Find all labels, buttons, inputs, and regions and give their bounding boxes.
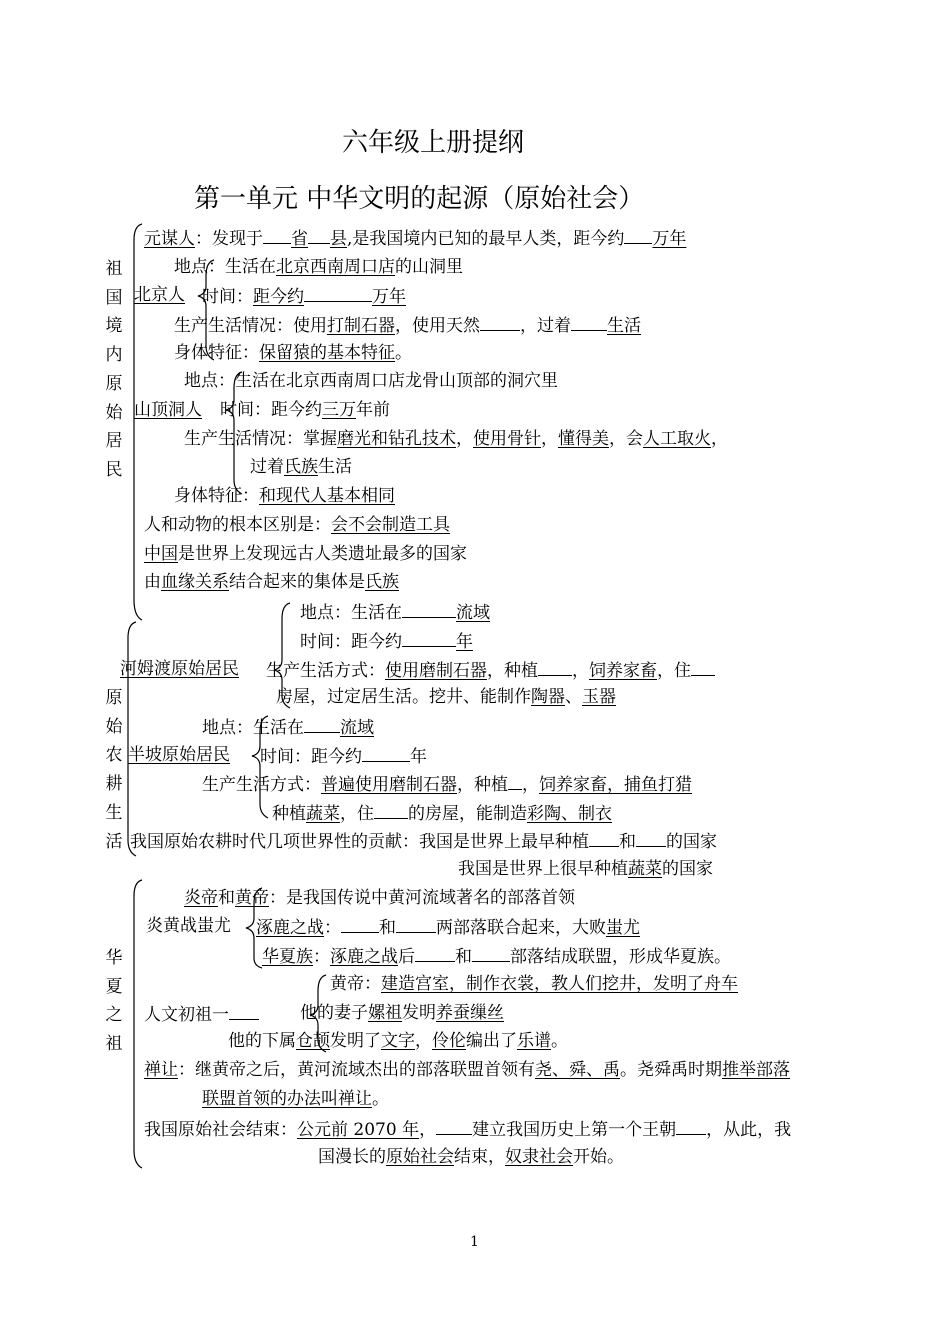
- yuanmou-line: 元谋人：发现于 省 县,是我国境内已知的最早人类，距今约 万年: [144, 229, 687, 249]
- side-label-section3: 华 夏 之 祖: [105, 948, 123, 1055]
- page-number: 1: [470, 1234, 479, 1250]
- side-label-section2: 原 始 农 耕 生 活: [105, 688, 123, 852]
- brace-section2: [128, 622, 136, 856]
- hemudu-name: 河姆渡原始居民: [120, 659, 239, 679]
- shandingdong-time-line: 时间：距今约三万年前: [220, 400, 390, 420]
- brace-section1: [134, 224, 142, 620]
- shanrang-line: 禅让：继黄帝之后，黄河流域杰出的部落联盟首领有尧、舜、禹。尧舜禹时期推举部落: [144, 1060, 790, 1080]
- huangdi-line: 黄帝：建造宫室，制作衣裳，教人们挖井，发明了舟车: [330, 974, 738, 994]
- banpo-name: 半坡原始居民: [128, 745, 230, 765]
- hemudu-time-line: 时间：距今约 年: [300, 632, 473, 652]
- beijing-body-line: 身体特征：保留猿的基本特征。: [174, 343, 412, 363]
- unit-title: 第一单元 中华文明的起源（原始社会）: [194, 184, 645, 214]
- side-label-section1: 祖 国 境 内 原 始 居 民: [105, 259, 123, 480]
- shandingdong-place-line: 地点：生活在北京西南周口店龙骨山顶部的洞穴里: [184, 371, 558, 391]
- clan-line: 由血缘关系结合起来的集体是氏族: [144, 572, 399, 592]
- hemudu-life-line2: 房屋，过定居生活。挖井、能制作陶器、玉器: [276, 687, 616, 707]
- banpo-place-line: 地点：生活在 流域: [202, 718, 374, 738]
- renwen-label: 人文初祖一: [144, 1003, 259, 1025]
- shandingdong-name: 山顶洞人: [134, 400, 202, 420]
- shandingdong-life-line2: 过着氏族生活: [250, 457, 352, 477]
- brace-section3: [134, 880, 142, 1168]
- subordinate-line: 他的下属仓颉发明了文字，伶伦编出了乐谱。: [228, 1031, 568, 1051]
- beijing-time-line: 时间：距今约 万年: [202, 287, 406, 307]
- society-end-line: 我国原始社会结束：公元前 2070 年， 建立我国历史上第一个王朝 ，从此，我: [144, 1120, 792, 1140]
- banpo-life-line2: 种植蔬菜，住 的房屋，能制造彩陶、制衣: [272, 804, 612, 824]
- war-label: 炎黄战蚩尤: [146, 916, 231, 936]
- contribution-line2: 我国是世界上很早种植蔬菜的国家: [458, 859, 713, 879]
- page-title: 六年级上册提纲: [342, 128, 525, 158]
- yan-huang-line: 炎帝和黄帝：是我国传说中黄河流域著名的部落首领: [184, 888, 575, 908]
- beijing-place-line: 地点：生活在北京西南周口店的山洞里: [174, 257, 463, 277]
- shanrang-line2: 联盟首领的办法叫禅让。: [202, 1089, 389, 1109]
- banpo-time-line: 时间：距今约 年: [260, 747, 427, 767]
- shandingdong-body-line: 身体特征：和现代人基本相同: [174, 486, 395, 506]
- hemudu-life-line: 生产生活方式：使用磨制石器，种植 ，饲养家畜，住: [266, 659, 715, 681]
- contribution-line: 我国原始农耕时代几项世界性的贡献：我国是世界上最早种植 和 的国家: [130, 832, 717, 852]
- huaxia-line: 华夏族：涿鹿之战后 和 部落结成联盟，形成华夏族。: [262, 947, 731, 967]
- zhuolu-line: 涿鹿之战： 和 两部落联合起来，大败蚩尤: [256, 918, 640, 938]
- china-sites-line: 中国是世界上发现远古人类遗址最多的国家: [144, 544, 467, 564]
- wife-line: 他的妻子嫘祖发明养蚕缫丝: [300, 1003, 504, 1023]
- shandingdong-life-line: 生产生活情况：掌握磨光和钻孔技术，使用骨针，懂得美，会人工取火，: [184, 429, 728, 449]
- society-end-line2: 国漫长的原始社会结束，奴隶社会开始。: [318, 1147, 624, 1167]
- beijing-name: 北京人: [134, 285, 185, 305]
- human-animal-diff-line: 人和动物的根本区别是：会不会制造工具: [144, 515, 450, 535]
- beijing-life-line: 生产生活情况：使用打制石器，使用天然 ，过着 生活: [174, 316, 641, 336]
- banpo-life-line: 生产生活方式：普遍使用磨制石器，种植 ，饲养家畜，捕鱼打猎: [202, 775, 692, 795]
- hemudu-place-line: 地点：生活在 流域: [300, 603, 490, 623]
